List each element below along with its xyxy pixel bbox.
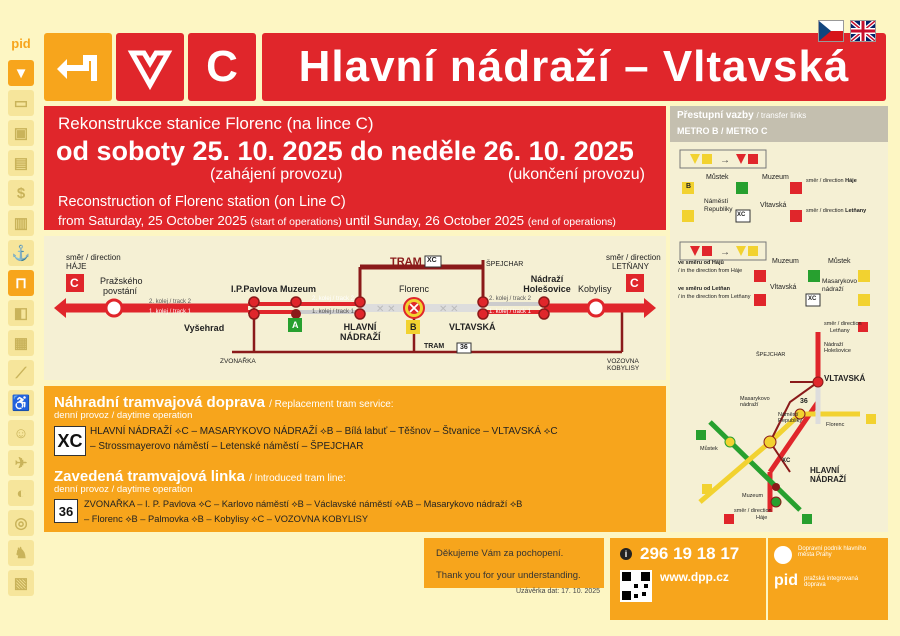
g2-row1-label-en: / in the direction from Háje (678, 268, 743, 274)
track1-label-right: 1. kolej / track 1 (489, 309, 532, 315)
notice-subtitle: Rekonstrukce stanice Florenc (na lince C) (58, 114, 374, 133)
g1-from-mustek: Můstek (706, 174, 729, 181)
tram-info (44, 386, 666, 532)
airplane-icon[interactable]: ✈ (8, 450, 34, 476)
phone[interactable]: 296 19 18 17 (640, 544, 740, 563)
station-vltavska: VLTAVSKÁ (449, 322, 496, 332)
map-vltavska: VLTAVSKÁ (824, 374, 866, 383)
start-note: (zahájení provozu) (210, 166, 343, 183)
cs-flag-icon[interactable] (818, 20, 844, 42)
track1-label: 1. kolej / track 1 (312, 309, 355, 315)
luggage-icon[interactable]: ▧ (8, 570, 34, 596)
metro-b-badge: B (410, 322, 417, 332)
spejchar-label: ŠPEJCHAR (486, 261, 524, 268)
detour-icon[interactable]: ⊓ (8, 270, 34, 296)
notice-dates: od soboty 25. 10. 2025 do neděle 26. 10. 2025 (56, 136, 634, 166)
map-dir-top: směr / direction (824, 321, 862, 327)
transfer-title: Přestupní vazby / transfer links (677, 110, 807, 121)
map-holesovice: Nádraží Holešovice (824, 342, 851, 354)
website[interactable]: www.dpp.cz (660, 570, 729, 584)
car-icon[interactable]: ◧ (8, 300, 34, 326)
station-vysehrad: Vyšehrad (184, 323, 225, 333)
dpp-logo-icon (774, 546, 792, 564)
metro-icon (116, 33, 184, 101)
thanks-cs: Děkujeme Vám za pochopení. (436, 548, 564, 559)
map-spejchar: ŠPEJCHAR (756, 352, 786, 358)
thanks-box (424, 538, 604, 588)
map-tram36: 36 (800, 398, 808, 405)
g1-to-muzeum: Muzeum (762, 174, 789, 181)
introduced-heading: Zavedená tramvajová linka / Introduced tram line: (54, 468, 346, 485)
g2-row2-label-en: / in the direction from Letňany (678, 294, 751, 300)
tram36-badge: 36 (54, 499, 78, 523)
svg-text:→: → (720, 247, 730, 258)
transfer-panel (670, 106, 888, 532)
route36-line2: – Florenc ⟡B – Palmovka ⟡B – Kobylisy ⟡C – VOZOVNA KOBYLISY (84, 514, 369, 524)
route36-line1: ZVONAŘKA – I. P. Pavlova ⟡C – Karlovo náměstí ⟡B – Václavské náměstí ⟡AB – Masarykovo nádraží ⟡B (84, 499, 523, 509)
tram36-label: TRAM (424, 343, 445, 350)
en-flag-icon[interactable] (850, 20, 876, 42)
line-c-left: C (70, 276, 79, 290)
station-hlavni-nadrazi: HLAVNÍ NÁDRAŽÍ (340, 322, 381, 342)
station-ip-pavlova: I.P.Pavlova (231, 284, 278, 294)
dpp-name: Dopravní podnik hlavního města Prahy (798, 546, 867, 558)
map-muzeum: Muzeum (742, 493, 764, 499)
stroller-icon[interactable]: ◐ (8, 480, 34, 506)
family-icon[interactable]: ☺ (8, 420, 34, 446)
dir-right-name: LETŇANY (612, 262, 649, 271)
svg-text:✕ ✕: ✕ ✕ (439, 304, 459, 315)
map-hlavni-nadrazi: HLAVNÍ NÁDRAŽÍ (810, 466, 846, 484)
map-xc: XC (782, 458, 791, 464)
g2-row2-b: Masarykovo nádraží (822, 278, 858, 293)
replacement-heading: Náhradní tramvajová doprava / Replacement tram service: (54, 394, 394, 411)
xc-route-line1: HLAVNÍ NÁDRAŽÍ ⟡C – MASARYKOVO NÁDRAŽÍ ⟡B – Bílá labuť – Těšnov – Štvanice – VLTAVSKÁ ⟡C (90, 426, 558, 437)
g2-row1-label: ve směru od Hájů (678, 260, 724, 266)
track2-label-right: 2. kolej / track 2 (489, 296, 532, 302)
contact-box (610, 538, 766, 620)
dir-left-label: směr / direction (66, 253, 121, 262)
station-muzeum: Muzeum (280, 284, 316, 294)
metro-a-badge: A (292, 320, 299, 330)
line-c-right: C (630, 276, 639, 290)
g1-to-vltavska: Vltavská (760, 202, 787, 209)
dir-left-name: HÁJE (66, 262, 87, 271)
replacement-op: denní provoz / daytime operation (54, 410, 193, 421)
map-masarykovo: Masarykovo nádraží (740, 396, 770, 408)
info-icon: i (620, 548, 632, 560)
line-diagram (44, 236, 666, 380)
notice-en-dates: from Saturday, 25 October 2025 (start of operations) until Sunday, 26 October 2025 (end of operations) (58, 213, 616, 228)
trolleybus-icon[interactable]: ▤ (8, 150, 34, 176)
end-note: (ukončení provozu) (508, 166, 645, 183)
map-florenc: Florenc (826, 422, 845, 428)
sidebar (8, 30, 36, 600)
thanks-en: Thank you for your understanding. (436, 570, 581, 581)
closure-notice (44, 106, 666, 230)
closing-date: Uzávěrka dat: 17. 10. 2025 (516, 588, 601, 595)
vozovna-label: VOZOVNA KOBYLISY (607, 358, 640, 372)
track2-label: 2. kolej / track 2 (312, 296, 355, 302)
g1-from-namesti: Náměstí Republiky (704, 198, 733, 213)
escalator-icon[interactable]: ⟋ (8, 360, 34, 386)
xc-route-line2: – Strossmayerovo náměstí – Letenské náměstí – ŠPEJCHAR (90, 441, 364, 452)
page-title: Hlavní nádraží – Vltavská (262, 33, 886, 101)
detour-icon (44, 33, 112, 101)
svg-text:→: → (720, 155, 730, 166)
dir-right-label: směr / direction (606, 253, 661, 262)
tram-label: TRAM (390, 256, 422, 268)
tram-icon[interactable]: ▣ (8, 120, 34, 146)
station-kobylisy: Kobylisy (578, 284, 612, 294)
station-prazskeho-povstani: Pražského povstání (100, 276, 143, 296)
operator-box (768, 538, 888, 620)
transfer-subtitle: METRO B / METRO C (677, 126, 768, 136)
notice-en-subtitle: Reconstruction of Florenc station (on Line C) (58, 194, 346, 210)
g2-row1-a: Muzeum (772, 258, 799, 265)
g1-xc: XC (737, 212, 746, 218)
bus-icon[interactable]: $ (8, 180, 34, 206)
g1-dir: směr / direction Háje (806, 178, 857, 184)
track1-label-left: 1. kolej / track 1 (149, 309, 192, 315)
track2-label-left: 2. kolej / track 2 (149, 299, 192, 305)
station-nadrazi-holesovice: Nádraží Holešovice (523, 274, 571, 294)
map-mustek: Můstek (700, 446, 718, 452)
svg-text:✕ ✕: ✕ ✕ (376, 304, 396, 315)
map-dir-bottom: směr / direction (734, 508, 772, 514)
g2-row2-xc: XC (808, 296, 817, 302)
wheelchair-icon[interactable]: ♿ (8, 390, 34, 416)
g2-row2-label: ve směru od Letňan (678, 286, 730, 292)
pid-logo: pid (774, 572, 798, 589)
pid-desc: pražská integrovaná doprava (804, 576, 859, 588)
train-icon[interactable]: ▭ (8, 90, 34, 116)
line-c-icon: C (188, 33, 256, 101)
metro-icon[interactable]: ▼ (8, 60, 34, 86)
qr-code-icon[interactable] (620, 570, 652, 602)
g2-row2-a: Vltavská (770, 284, 797, 291)
introduced-op: denní provoz / daytime operation (54, 484, 193, 495)
ticket-icon[interactable]: ▦ (8, 330, 34, 356)
tram36-badge: 36 (460, 344, 468, 351)
g2-row1-b: Můstek (828, 258, 851, 265)
ferry-icon[interactable]: ⚓ (8, 240, 34, 266)
zvonarka-label: ZVONAŘKA (220, 358, 256, 365)
map-namesti: Náměstí Republiky (778, 412, 803, 424)
bicycle-icon[interactable]: ◎ (8, 510, 34, 536)
pid-logo: pid (11, 35, 31, 51)
g1-dir2: směr / direction Letňany (806, 208, 867, 214)
g1-badge-b: B (686, 183, 692, 190)
tram-xc-badge: XC (427, 257, 437, 264)
xc-badge: XC (54, 426, 86, 456)
dog-icon[interactable]: ♞ (8, 540, 34, 566)
station-florenc: Florenc (399, 284, 430, 294)
map-haje: Háje (756, 515, 768, 521)
cable-car-icon[interactable]: ▥ (8, 210, 34, 236)
map-letnany: Letňany (830, 328, 850, 334)
